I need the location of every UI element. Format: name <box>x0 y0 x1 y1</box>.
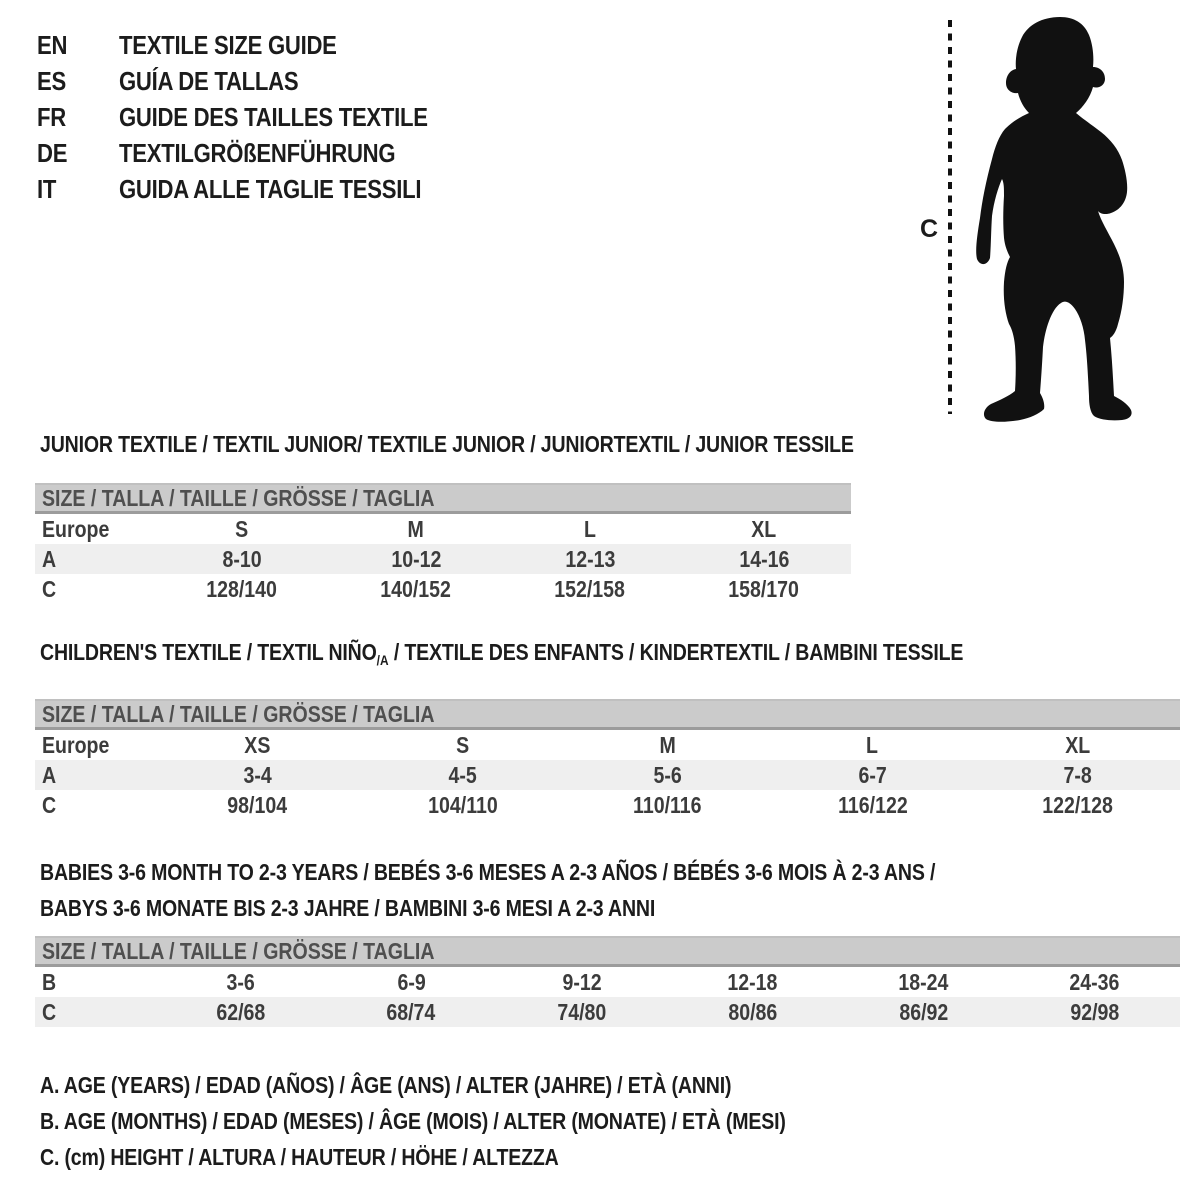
section-title-line <box>40 854 1180 890</box>
table-cell-text: 12-13 <box>564 546 615 572</box>
table-row <box>35 997 1180 1027</box>
table-cell <box>497 967 668 997</box>
table-cell-text: 92/98 <box>1070 999 1120 1025</box>
language-code-text: EN <box>37 30 68 60</box>
language-row <box>37 63 482 99</box>
table-row <box>35 967 1180 997</box>
section-title-part: / TEXTILE DES ENFANTS / KINDERTEXTIL / BAMBINI TESSILE <box>388 639 964 665</box>
language-code <box>37 135 119 171</box>
section-title-line <box>40 890 1180 926</box>
table-cell <box>565 790 770 820</box>
row-label-text: B <box>42 969 57 995</box>
table-cell <box>503 544 677 574</box>
size-section <box>35 431 854 604</box>
row-label <box>35 967 155 997</box>
row-label <box>35 544 155 574</box>
table-cell-text: 10-12 <box>390 546 441 572</box>
row-label <box>35 730 155 760</box>
table-row <box>35 730 1180 760</box>
table-row <box>35 514 851 544</box>
table-cell-text: 122/128 <box>1042 792 1113 818</box>
table-cell <box>155 514 329 544</box>
row-label-text: C <box>42 576 57 602</box>
table-cell <box>975 730 1180 760</box>
table-cell <box>667 967 838 997</box>
size-table <box>35 730 1180 820</box>
table-row <box>35 760 1180 790</box>
table-cell-text: XL <box>751 516 777 542</box>
table-cell <box>360 730 565 760</box>
row-label <box>35 997 155 1027</box>
row-label <box>35 790 155 820</box>
guide-title-text: TEXTILGRÖßENFÜHRUNG <box>119 138 396 168</box>
table-cell-text: 4-5 <box>448 762 477 788</box>
size-table-header-text: SIZE / TALLA / TAILLE / GRÖSSE / TAGLIA <box>42 938 435 964</box>
table-cell-text: 104/110 <box>427 792 498 818</box>
language-code <box>37 63 119 99</box>
guide-title <box>119 27 375 63</box>
size-table-header-text: SIZE / TALLA / TAILLE / GRÖSSE / TAGLIA <box>42 701 435 727</box>
table-cell <box>155 790 360 820</box>
row-label-text: A <box>42 762 57 788</box>
guide-title <box>119 171 475 207</box>
language-code-text: IT <box>37 174 57 204</box>
table-cell-text: XS <box>244 732 271 758</box>
table-cell-text: 158/170 <box>728 576 800 602</box>
table-cell-text: 6-9 <box>397 969 426 995</box>
table-cell <box>677 514 851 544</box>
table-cell <box>677 544 851 574</box>
legend-line <box>40 1139 917 1175</box>
section-title-part: BABYS 3-6 MONATE BIS 2-3 JAHRE / BAMBINI 3-6 MESI A 2-3 ANNI <box>40 895 656 921</box>
table-cell-text: 8-10 <box>222 546 262 572</box>
guide-title-text: GUIDA ALLE TAGLIE TESSILI <box>119 174 422 204</box>
row-label <box>35 574 155 604</box>
language-code-text: DE <box>37 138 68 168</box>
section-title <box>40 854 1180 926</box>
toddler-silhouette-icon <box>976 17 1131 422</box>
table-cell-text: 140/152 <box>380 576 452 602</box>
table-cell <box>838 967 1009 997</box>
language-header <box>37 27 482 207</box>
table-cell-text: L <box>584 516 596 542</box>
language-row <box>37 27 482 63</box>
language-code <box>37 27 119 63</box>
height-label: C <box>920 215 939 243</box>
legend-line-text: C. (cm) HEIGHT / ALTURA / HAUTEUR / HÖHE / ALTEZZA <box>40 1144 559 1170</box>
table-row <box>35 544 851 574</box>
size-table-header <box>35 483 851 514</box>
table-cell-text: 62/68 <box>215 999 265 1025</box>
size-section <box>35 854 1180 1027</box>
table-cell-text: 110/116 <box>633 792 702 818</box>
guide-title <box>119 99 482 135</box>
section-title-part: CHILDREN'S TEXTILE / TEXTIL NIÑO <box>40 639 377 665</box>
table-cell <box>565 760 770 790</box>
guide-title-text: GUÍA DE TALLAS <box>119 66 299 96</box>
table-cell-text: 80/86 <box>728 999 778 1025</box>
guide-title-text: TEXTILE SIZE GUIDE <box>119 30 337 60</box>
language-row <box>37 135 482 171</box>
table-cell <box>326 967 497 997</box>
table-cell-text: S <box>455 732 470 758</box>
baby-figure <box>905 12 1150 424</box>
table-cell <box>975 790 1180 820</box>
table-cell <box>503 574 677 604</box>
table-cell-text: 98/104 <box>227 792 288 818</box>
table-cell <box>497 997 668 1027</box>
legend-line-text: A. AGE (YEARS) / EDAD (AÑOS) / ÂGE (ANS) / ALTER (JAHRE) / ETÀ (ANNI) <box>40 1072 732 1098</box>
size-table-header <box>35 936 1180 967</box>
section-title-text <box>40 433 854 455</box>
guide-title-text: GUIDE DES TAILLES TEXTILE <box>119 102 428 132</box>
table-cell <box>155 967 326 997</box>
table-cell-text: 128/140 <box>206 576 278 602</box>
row-label-text: Europe <box>42 732 110 758</box>
section-title-line <box>40 641 1180 671</box>
section-title-part: BABIES 3-6 MONTH TO 2-3 YEARS / BEBÉS 3-6 MESES A 2-3 AÑOS / BÉBÉS 3-6 MOIS À 2-3 ANS / <box>40 859 936 885</box>
legend <box>40 1067 917 1175</box>
guide-title <box>119 63 330 99</box>
row-label-text: C <box>42 792 57 818</box>
table-cell-text: 9-12 <box>562 969 602 995</box>
table-cell-text: M <box>407 516 425 542</box>
table-cell <box>155 760 360 790</box>
size-table-header-text: SIZE / TALLA / TAILLE / GRÖSSE / TAGLIA <box>42 485 435 511</box>
table-cell-text: XL <box>1065 732 1090 758</box>
legend-line-text: B. AGE (MONTHS) / EDAD (MESES) / ÂGE (MOIS) / ALTER (MONATE) / ETÀ (MESI) <box>40 1108 786 1134</box>
language-code <box>37 99 119 135</box>
table-cell <box>565 730 770 760</box>
size-table <box>35 514 851 604</box>
table-cell-text: 68/74 <box>386 999 436 1025</box>
row-label-text: A <box>42 546 57 572</box>
section-title-text <box>40 854 935 890</box>
table-cell-text: 152/158 <box>554 576 626 602</box>
table-cell <box>838 997 1009 1027</box>
legend-line <box>40 1103 917 1139</box>
table-cell-text: S <box>235 516 249 542</box>
row-label-text: C <box>42 999 57 1025</box>
table-row <box>35 574 851 604</box>
section-title-text <box>40 641 963 671</box>
table-cell-text: 86/92 <box>899 999 949 1025</box>
table-cell-text: 18-24 <box>898 969 949 995</box>
section-title <box>40 641 1180 671</box>
section-title-line <box>40 431 854 457</box>
language-row <box>37 99 482 135</box>
table-cell <box>155 574 329 604</box>
table-cell-text: 24-36 <box>1069 969 1120 995</box>
table-cell <box>1009 997 1180 1027</box>
table-cell-text: 12-18 <box>727 969 778 995</box>
table-cell <box>770 730 975 760</box>
table-cell-text: 7-8 <box>1063 762 1092 788</box>
table-cell-text: 74/80 <box>557 999 607 1025</box>
table-cell <box>155 997 326 1027</box>
table-cell <box>155 730 360 760</box>
table-cell <box>975 760 1180 790</box>
table-cell <box>326 997 497 1027</box>
table-cell <box>770 760 975 790</box>
table-cell <box>770 790 975 820</box>
table-cell <box>329 514 503 544</box>
figure-graphic <box>905 12 1150 424</box>
section-title-part: JUNIOR TEXTILE / TEXTIL JUNIOR/ TEXTILE JUNIOR / JUNIORTEXTIL / JUNIOR TESSILE <box>40 431 854 457</box>
table-cell-text: 14-16 <box>738 546 789 572</box>
table-cell-text: L <box>866 732 879 758</box>
language-code <box>37 171 119 207</box>
table-cell <box>503 514 677 544</box>
table-cell-text: 3-4 <box>243 762 272 788</box>
legend-line <box>40 1067 917 1103</box>
table-cell <box>329 574 503 604</box>
language-code-text: FR <box>37 102 66 132</box>
size-section <box>35 641 1180 820</box>
table-row <box>35 790 1180 820</box>
row-label <box>35 514 155 544</box>
table-cell-text: 5-6 <box>653 762 682 788</box>
size-tables-area <box>35 433 1180 1027</box>
section-title-text <box>40 890 655 926</box>
table-cell <box>360 790 565 820</box>
table-cell-text: 3-6 <box>226 969 255 995</box>
language-row <box>37 171 482 207</box>
table-cell <box>677 574 851 604</box>
section-title-sub-part: /A <box>376 652 389 668</box>
table-cell <box>1009 967 1180 997</box>
table-cell <box>667 997 838 1027</box>
size-table-header <box>35 699 1180 730</box>
language-code-text: ES <box>37 66 66 96</box>
table-cell <box>329 544 503 574</box>
table-cell-text: 116/122 <box>837 792 908 818</box>
table-cell <box>360 760 565 790</box>
table-cell <box>155 544 329 574</box>
size-table <box>35 967 1180 1027</box>
table-cell-text: M <box>659 732 676 758</box>
row-label <box>35 760 155 790</box>
section-title <box>40 431 854 457</box>
row-label-text: Europe <box>42 516 110 542</box>
guide-title <box>119 135 444 171</box>
table-cell-text: 6-7 <box>858 762 887 788</box>
